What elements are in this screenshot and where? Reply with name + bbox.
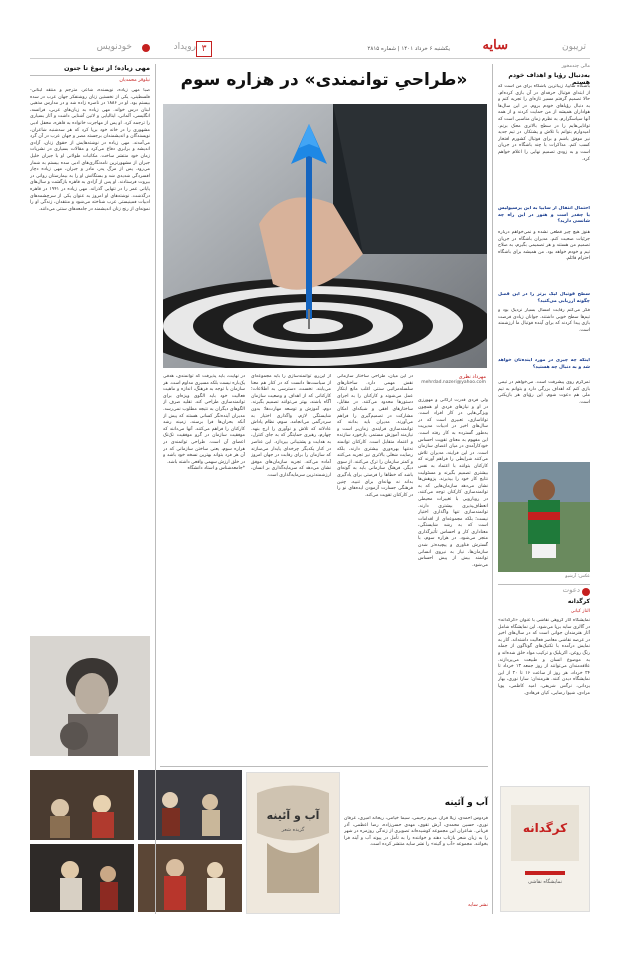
left-article-title: مهی زیاده؛ از تبوغ تا جنون [63,64,150,72]
main-col-3: از این‌رو، توانمندسازی را باید مجموعه‌ای از سیاست‌ها دانست که در کنار هم معنا می‌یابند. نخست، دسترسی به اطلاعات؛ کارکنانی که از اهداف و وضعیت سازمان آگاه باشند، بهتر می‌توانند تصمیم بگیرند. دوم، آموزش و توسعه مهارت‌ها؛ بدون شایستگی لازم، واگذاری اختیار به سردرگمی می‌انجامد. سوم، نظام پاداش عادلانه که تلاش و نوآوری را ارج بنهد. چهارم، رهبری حمایتگر که به جای کنترل، به هدایت و پشتیبانی بپردازد. این عناصر در کنار یکدیگر چرخه‌ای پایدار می‌سازند که سازمان را برای رقابت در جهان امروز آماده می‌کند. تجربه سازمان‌های موفق نشان می‌دهد که سرمایه‌گذاری بر انسان، ارزشمندترین سرمایه‌گذاری است. [251,374,331,478]
left-article [30,64,150,634]
book-promo-footer: نشر سایه [468,902,488,908]
theatre-photo-grid [30,770,242,912]
main-author-name: مهرداد نظری [458,374,486,380]
masthead-rule [30,58,590,59]
right-section-tag: تریبون [562,42,586,52]
right-lower-body: نمایشگاه آثار گروهی نقاشی با عنوان «کرگدانه» در گالری سایه برپا می‌شود. این نمایشگاه شامل آثار هنرمندان جوانی است که در سال‌های اخیر در عرصه نقاشی معاصر فعالیت داشته‌اند. آثار به نمایش درآمده با تکنیک‌های گوناگون از جمله رنگ روغن، اکریلیک و ترکیب مواد خلق شده‌اند و به موضوع انسان و طبیعت می‌پردازند. علاقه‌مندان می‌توانند از روز جمعه ۱۳ خرداد تا ۲۴ خرداد، هر روز از ساعت ۱۶ تا ۲۰ از این نمایشگاه دیدن کنند. هنرمندان: سارا نوری، بهار یزدانی، نرگس شریفی، امید کاظمی، پویا مرادی، شیوا رضایی، کیان فرهادی. [498,618,590,696]
right-lower-subhead: کرگدانه [567,598,590,605]
main-photo-dart [163,104,487,368]
right-body-3: فکر می‌کنم رقابت امسال بسیار نزدیک بود و تیم‌ها سطح خوبی داشتند. جوانان زیادی فرصت بازی پیدا کردند که برای آینده فوتبال ما ارزشمند است. [498,308,590,333]
poster-title: کرگدانه [522,821,568,835]
player-photo-caption: عکس: آرشیو [565,574,590,579]
right-body-2: هنوز هیچ چیز قطعی نشده و نمی‌خواهم درباره جزئیات صحبت کنم. مدیران باشگاه در جریان تصمیم من هستند و هر تصمیمی بگیرم، به صلاح تیم و خودم خواهد بود. من همیشه برای باشگاه احترام قائلم. [498,230,590,262]
date-line: یکشنبه ۶ خرداد ۱۴۰۱ | شماره ۲۸۱۵ [367,46,450,52]
portrait-illustration [30,636,150,756]
section-marker-icon [142,44,150,52]
right-kicker: مالی چندمخور [561,64,590,69]
main-article-title: «طراحیِ توانمندی» در هزاره سوم [180,70,468,90]
main-col-1: ولی فردی قدرت ارگانی و مهورزی در او و نیازهای فردی او همچون ویژگی‌هایی در کار افراد است. تواناسازی، تعبیری است که در سال‌های اخیر در ادبیات مدیریت به‌طور گسترده به کار رفته است. این مفهوم به معنای تقویت احساس خودکارآمدی در میان اعضای سازمان است. در این فرایند، مدیران تلاش می‌کنند شرایطی را فراهم آورند که کارکنان بتوانند با اعتماد به نفس بیشتری تصمیم بگیرند و مسئولیت نتایج کار خود را بپذیرند. پژوهش‌ها نشان می‌دهد سازمان‌هایی که به توانمندسازی کارکنان توجه می‌کنند، در رویارویی با تغییرات محیطی انعطاف‌پذیری بیشتری دارند. توانمندسازی تنها واگذاری اختیار نیست؛ بلکه مجموعه‌ای از اقدامات است که به رشد شایستگی، معناداری کار و احساس تأثیرگذاری منجر می‌شود. در هزاره سوم، با گسترش فناوری و پیچیده‌تر شدن سازمان‌ها، نیاز به نیروی انسانی توانمند بیش از پیش احساس می‌شود. [418,398,488,568]
right-body-1: باشگاه سایپا، زیباترین باشگاه برای من است که از ابتدای فوتبال حرفه‌ای در آن بازی کرده‌ام. حالا تصمیم گرفتم مسیر تازه‌ای را تجربه کنم و به دنبال رؤیاهای خودم بروم. در این سال‌ها هواداران همیشه از من حمایت کردند و از همه آنها سپاسگزارم. به نظرم زمان مناسبی است که توانایی‌هایم را در سطح بالاتری محک بزنم. امیدوارم بتوانم با تلاش و پشتکار، در تیم جدید نیز موفق باشم و برای فوتبال کشورم افتخار کسب کنم. مذاکرات با چند باشگاه در جریان است و به زودی تصمیم نهایی را اعلام خواهم کرد. [498,84,590,162]
main-col-2: در این میان، طراحی ساختار سازمانی نقش مهمی دارد. ساختارهای سلسله‌مراتبی سنتی اغلب مانع ابتکار عمل می‌شوند و کارکنان را به اجرای دستورها محدود می‌کنند. در مقابل، ساختارهای افقی و شبکه‌ای امکان مشارکت در تصمیم‌گیری را فراهم می‌آورند. مدیران باید بدانند که توانمندسازی فرایندی زمان‌بر است و نیازمند آموزش مستمر، بازخورد سازنده و اعتماد متقابل است. کارکنان توانمند نه‌تنها بهره‌وری بیشتری دارند، بلکه رضایت شغلی بالاتری نیز تجربه می‌کنند و کمتر سازمان را ترک می‌کنند. از سوی دیگر، فرهنگ سازمانی باید به گونه‌ای باشد که خطاها را فرصتی برای یادگیری بداند نه بهانه‌ای برای تنبیه. چنین فرهنگی جسارت آزمودن ایده‌های نو را در کارکنان تقویت می‌کند. [337,374,413,498]
right-lower-author: الناز کیانی [570,609,590,614]
right-question-3: اینکه چه چیزی در مورد آینده‌تان خواهد شد و به دنبال چه هستید؟ [498,358,590,370]
left-article-author: نیلوفر محمدیان [119,78,150,83]
player-illustration [498,462,590,572]
book-cover-title: آب و آئینه [266,809,320,822]
right-lower-label: دعوت [562,586,580,594]
main-author-email: mehrdad.nazeri@yahoo.com [421,380,486,385]
book-cover-subtitle: گزیده شعر [281,827,305,833]
book-promo-body: فردوس احمدی، زیلا فراز، مریم رحیمی، سیما خیامی، ریحانه امیری، عرفان نوری، حسین محمدی، آرش تقوی، مهدی حسن‌زاده، رضا اعظمی، آذر قربانی. شاعران این مجموعه کوشیده‌اند تصویری از زندگی روزمره در شهر را به زبان شعر بازتاب دهند و خواننده را به تأمل در پیوند آب و آینه فرا بخوانند. مجموعه «آب و آئینه» را نشر سایه منتشر کرده است. [344,816,488,848]
right-lower-marker-icon [582,588,590,596]
dart-board-illustration [163,104,487,368]
column-rule-left [155,64,156,914]
book-promo-title: آب و آئینه [444,798,488,808]
right-body-4: تمرکزم روی پیشرفت است. می‌خواهم در تیمی بازی کنم که اهداف بزرگی دارد و بتوانم به تیم ملی هم دعوت شوم. این رؤیای هر بازیکنی است. [498,380,590,405]
poster-art [501,787,589,911]
book-cover [246,772,340,914]
column-rule-right [492,64,493,914]
left-title-rule [30,75,150,76]
newspaper-logo: سایه [482,38,508,53]
right-question-1: احتمال انتقال از سایپا به این پرسپولیس یا چقدر است و هنوز در این راه چه شانسی دارید؟ [498,206,590,225]
left-article-body: صبا مهی زیاده، نویسنده، شاعر، مترجم و منتقد لبنانی-فلسطینی، یکی از نخستین زنان روشنفکر جهان عرب در سده بیستم بود. او در ۱۸۸۶ در ناصره زاده شد و در مدارس مذهبی لبنان درس خواند. مهی زیاده به زبان‌های عربی، فرانسه، انگلیسی، آلمانی، ایتالیایی و لاتین آشنایی داشت و آثار بسیاری را ترجمه کرد. او پس از مهاجرت خانواده به قاهره، محفل ادبی مشهوری را در خانه خود برپا کرد که هر سه‌شنبه شاعران، نویسندگان و اندیشمندان برجسته مصر و جهان عرب در آن گرد می‌آمدند. مهی زیاده در نوشته‌هایش از حقوق زنان، آزادی اندیشه و برابری دفاع می‌کرد و مقالات بسیاری در نشریات زمان خود منتشر ساخت. مکاتبات طولانی او با جبران خلیل جبران از مشهورترین نامه‌نگاری‌های ادبی سده بیستم به شمار می‌رود. پس از مرگ پدر، مادر و جبران، مهی زیاده دچار افسردگی شدیدی شد و بستگانش او را به بیمارستان روانی در بیروت فرستادند. او پس از آزادی به قاهره بازگشت و سال‌های پایانی عمر را در تنهایی گذراند. مهی زیاده در ۱۹۴۱ در قاهره درگذشت. نوشته‌های او امروز به عنوان یکی از سرچشمه‌های ادبیات فمینیستی عرب شناخته می‌شود و منتقدان، زندگی او را نمونه‌ای از رنج زنان اندیشمند در جامعه‌های سنتی می‌دانند. [30,88,150,212]
player-photo [498,462,590,572]
section-tag-left2: رویداد [173,42,196,52]
exhibition-poster [500,786,590,912]
portrait-photo [30,636,150,756]
masthead [0,0,620,62]
section-tag-left: خودنویس [96,42,132,52]
main-col-4: در نهایت، باید پذیرفت که توانمندی، هدفی یک‌باره نیست بلکه مسیری مداوم است. هر سازمان با توجه به فرهنگ، اندازه و ماهیت فعالیت خود باید الگوی ویژه‌ای برای توانمندسازی طراحی کند. تقلید صرف از الگوهای دیگران به نتیجه مطلوب نمی‌رسد. مدیران آینده‌نگر کسانی هستند که پیش از آنکه بحران‌ها فرا برسند، زمینه رشد کارکنان را فراهم می‌کنند. آنها می‌دانند که موفقیت سازمان در گرو موفقیت تک‌تک اعضای آن است. طراحی توانمندی در هزاره سوم، یعنی ساختن سازمانی که در آن هر فرد بتواند بهترین نسخه خود باشد و در خلق ارزش سهمی واقعی داشته باشد. *جامعه‌شناس و استاد دانشگاه [163,374,245,472]
poster-subtitle: نمایشگاه نقاشی [528,879,562,885]
main-byline [420,374,486,398]
theatre-photos [30,770,242,912]
right-question-2: سطح فوتبال لیگ برتر را در این فصل چگونه ارزیابی می‌کنید؟ [498,292,590,304]
right-headline: به‌دنبال رؤیا و اهداف خودم هستم [508,72,590,86]
page-number: ۳ [196,41,212,57]
main-bottom-rule [160,766,488,767]
book-cover-art [247,773,339,913]
right-lower-rule [498,584,590,585]
